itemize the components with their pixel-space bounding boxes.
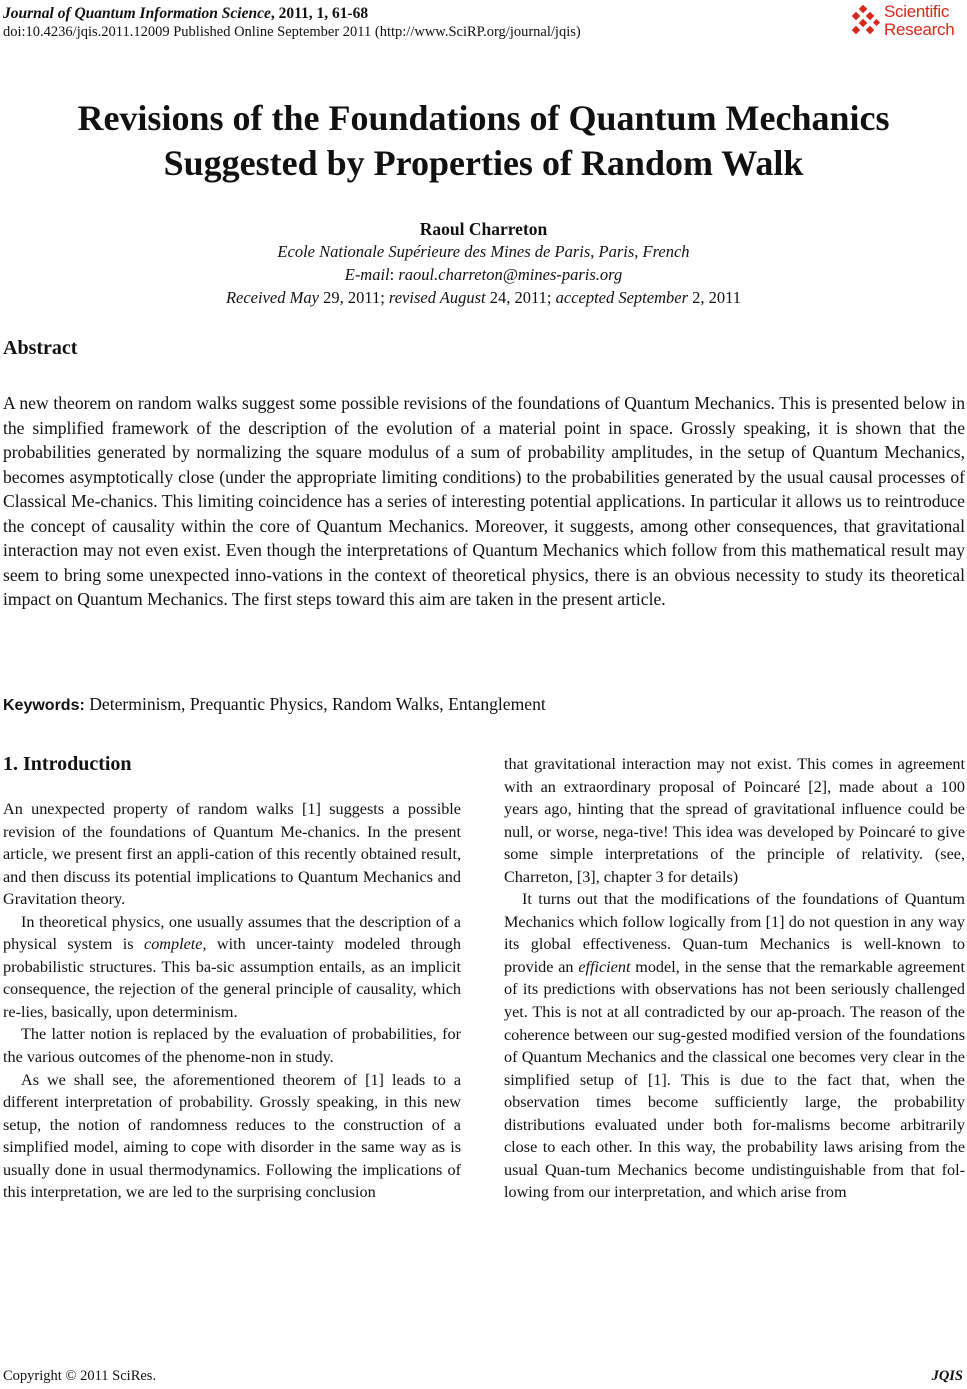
volume-info: , 2011, 1, 61-68: [270, 5, 369, 22]
section-1-heading: 1. Introduction: [3, 753, 132, 775]
paragraph: that gravitational interaction may not exist. This comes in agreement with an extraordinary proposal of Poincaré [2], made about a 100 years ago, hinting that the spread of gravitational influence could be null, or worse, nega-tive! This idea was developed by Poincaré to give some simple interpretations of the principle of relativity. (see, Charreton, [3], chapter 3 for details): [504, 755, 965, 886]
publisher-logo: [848, 3, 964, 41]
paragraph: As we shall see, the aforementioned theorem of [1] leads to a different interpretation of probability. Grossly speaking, in this new setup, the notion of randomness reduces to the construction of a simplified model, aiming to cope with disorder in the same way as is usually done in usual thermodynamics. Following the implications of this interpretation, we are led to the surprising conclusion: [3, 1070, 461, 1202]
left-column: [3, 798, 461, 1204]
logo-line-2: Research: [884, 20, 955, 39]
email-address: raoul.charreton@mines-paris.org: [398, 265, 623, 284]
abstract-heading: Abstract: [3, 337, 78, 359]
paragraph: It turns out that the modifications of the foundations of Quantum Mechanics which follow logically from [1] do not question in any way its global effectiveness. Quan-tum Mechanics is well-known to provide an efficient model, in the sense that the remarkable agreement of its predictions with observations has not been seriously challenged yet. This is not at all contradicted by our ap-proach. The reason of the coherence between our sug-gested modified version of the foundations of Quantum Mechanics and the classical one becomes very clear in the simplified setup of [1]. This is due to the fact that, when the observation times become sufficiently large, the probability distributions evaluated under both for-malisms become arbitrarily close to each other. In this way, the probability laws arising from the usual Quan-tum Mechanics become undistinguishable from that fol-lowing from our interpretation, and which arise from: [504, 890, 965, 1202]
keywords-text: Determinism, Prequantic Physics, Random Walks, Entanglement: [84, 694, 546, 714]
right-column: [504, 753, 965, 1204]
keywords-label: Keywords:: [3, 697, 85, 714]
email-line: E-mail: raoul.charreton@mines-paris.org: [344, 265, 623, 284]
dates-line: Received May 29, 2011; revised August 24, 2011; accepted September 2, 2011: [225, 288, 742, 307]
doi-line: doi:10.4236/jqis.2011.12009 Published Online September 2011 (http://www.SciRP.org/journal/jqis): [3, 24, 581, 40]
keywords: [3, 694, 546, 715]
copyright: Copyright © 2011 SciRes.: [3, 1368, 157, 1384]
abstract-text: A new theorem on random walks suggest some possible revisions of the foundations of Quantum Mechanics. This is presented below in the simplified framework of the description of the evolution of a material point in space. Grossly speaking, it is shown that the probabilities generated by normalizing the square modulus of a sum of probability amplitudes, in the setup of Quantum Mechanics, becomes asymptotically close (under the appropriate limiting conditions) to the probabilities generated by the usual causal processes of Classical Me-chanics. This limiting coincidence has a series of interesting potential applications. In particular it allows us to reintroduce the concept of causality within the core of Quantum Mechanics. Moreover, it suggests, among other consequences, that gravitational interaction may not even exist. Even though the interpretations of Quantum Mechanics which follow from this mathematical result may seem to bring some unexpected inno-vations in the context of theoretical physics, there is an obvious necessity to study its theoretical impact on Quantum Mechanics. The first steps toward this aim are taken in the present article.: [3, 393, 965, 609]
logo-mark-icon: [848, 5, 882, 39]
title-line-1: Revisions of the Foundations of Quantum Mechanics: [77, 98, 890, 138]
running-header: [3, 4, 581, 42]
paragraph: The latter notion is replaced by the evaluation of probabilities, for the various outcomes of the phenome-non in study.: [3, 1025, 461, 1067]
paragraph: An unexpected property of random walks [1] suggests a possible revision of the foundations of Quantum Me-chanics. In the present article, we present first an appli-cation of this recently obtained result, and then discuss its potential implications to Quantum Mechanics and Gravitation theory.: [3, 800, 461, 909]
author-name: Raoul Charreton: [419, 219, 548, 239]
title-line-2: Suggested by Properties of Random Walk: [163, 143, 804, 183]
paper-title: [0, 96, 967, 186]
journal-abbreviation: JQIS: [931, 1368, 963, 1384]
paragraph: In theoretical physics, one usually assumes that the description of a physical system is complete, with uncer-tainty modeled through probabilistic structures. This ba-sic assumption entails, as an implicit consequence, the rejection of the general principle of causality, which re-lies, basically, upon determinism.: [3, 912, 461, 1021]
affiliation: Ecole Nationale Supérieure des Mines de Paris, Paris, French: [277, 242, 690, 261]
journal-name: Journal of Quantum Information Science: [3, 5, 271, 22]
logo-line-1: Scientific: [884, 2, 950, 21]
